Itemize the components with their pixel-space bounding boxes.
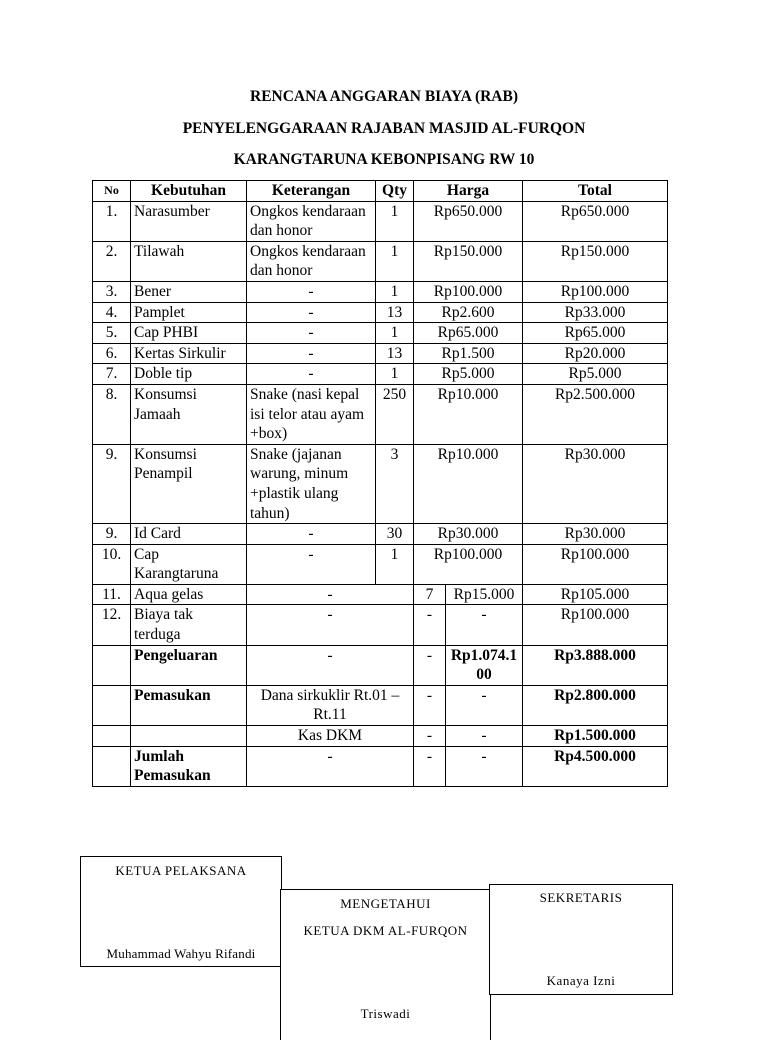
row-qty: - bbox=[414, 726, 446, 747]
row-qty: - bbox=[414, 605, 446, 645]
table-row bbox=[93, 384, 668, 444]
row-harga: Rp650.000 bbox=[414, 201, 523, 241]
row-total: Rp3.888.000 bbox=[523, 645, 668, 685]
signature-name: Muhammad Wahyu Rifandi bbox=[106, 946, 256, 961]
row-keterangan: - bbox=[247, 746, 414, 786]
row-total: Rp100.000 bbox=[523, 544, 668, 584]
row-keterangan: - bbox=[247, 584, 414, 605]
table-row-kas bbox=[93, 726, 668, 747]
row-harga: - bbox=[446, 685, 523, 725]
table-row-jumlah bbox=[93, 746, 668, 786]
header-no: No bbox=[93, 181, 131, 202]
row-harga: - bbox=[446, 605, 523, 645]
row-qty: 1 bbox=[376, 364, 414, 385]
row-total: Rp2.800.000 bbox=[523, 685, 668, 725]
table-row-pemasukan bbox=[93, 685, 668, 725]
header-harga: Harga bbox=[414, 181, 523, 202]
row-keterangan: Snake (jajanan warung, minum +plastik ulang tahun) bbox=[247, 444, 376, 523]
row-keterangan: - bbox=[247, 343, 376, 364]
row-harga: Rp15.000 bbox=[446, 584, 523, 605]
row-qty: 13 bbox=[376, 343, 414, 364]
row-kebutuhan: Pemasukan bbox=[131, 685, 247, 725]
signature-role: KETUA PELAKSANA bbox=[115, 863, 247, 878]
row-no bbox=[93, 726, 131, 747]
row-no: 6. bbox=[93, 343, 131, 364]
row-total: Rp2.500.000 bbox=[523, 384, 668, 444]
signature-box-sekretaris bbox=[489, 884, 673, 995]
row-qty: 1 bbox=[376, 544, 414, 584]
row-no: 4. bbox=[93, 302, 131, 323]
row-qty: 3 bbox=[376, 444, 414, 523]
row-no: 1. bbox=[93, 201, 131, 241]
row-harga: Rp100.000 bbox=[414, 281, 523, 302]
table-row bbox=[93, 444, 668, 523]
signature-box-mengetahui bbox=[280, 889, 491, 1040]
row-kebutuhan: Biaya tak terduga bbox=[131, 605, 247, 645]
row-kebutuhan: Pengeluaran bbox=[131, 645, 247, 685]
header-qty: Qty bbox=[376, 181, 414, 202]
table-row bbox=[93, 584, 668, 605]
row-harga: - bbox=[446, 726, 523, 747]
row-keterangan: - bbox=[247, 281, 376, 302]
row-total: Rp150.000 bbox=[523, 241, 668, 281]
table-row bbox=[93, 544, 668, 584]
row-kebutuhan bbox=[131, 726, 247, 747]
row-harga: Rp10.000 bbox=[414, 384, 523, 444]
row-kebutuhan: Id Card bbox=[131, 524, 247, 545]
budget-table bbox=[92, 180, 668, 787]
row-kebutuhan: Narasumber bbox=[131, 201, 247, 241]
row-kebutuhan: Konsumsi Jamaah bbox=[131, 384, 247, 444]
signature-role: SEKRETARIS bbox=[539, 890, 623, 905]
row-keterangan: Snake (nasi kepal isi telor atau ayam +box) bbox=[247, 384, 376, 444]
row-qty: 7 bbox=[414, 584, 446, 605]
row-total: Rp30.000 bbox=[523, 524, 668, 545]
row-no: 5. bbox=[93, 323, 131, 344]
signature-name: Kanaya Izni bbox=[546, 973, 616, 988]
doc-title: RENCANA ANGGARAN BIAYA (RAB) bbox=[250, 88, 518, 105]
table-row bbox=[93, 302, 668, 323]
row-kebutuhan: Aqua gelas bbox=[131, 584, 247, 605]
row-kebutuhan: Jumlah Pemasukan bbox=[131, 746, 247, 786]
row-qty: 1 bbox=[376, 323, 414, 344]
row-qty: - bbox=[414, 746, 446, 786]
row-no: 7. bbox=[93, 364, 131, 385]
header-total: Total bbox=[523, 181, 668, 202]
row-keterangan: - bbox=[247, 302, 376, 323]
table-row-pengeluaran bbox=[93, 645, 668, 685]
row-kebutuhan: Kertas Sirkulir bbox=[131, 343, 247, 364]
row-qty: 1 bbox=[376, 201, 414, 241]
row-keterangan: - bbox=[247, 605, 414, 645]
header-keterangan: Keterangan bbox=[247, 181, 376, 202]
row-harga: Rp10.000 bbox=[414, 444, 523, 523]
row-total: Rp650.000 bbox=[523, 201, 668, 241]
table-row bbox=[93, 241, 668, 281]
doc-organizer: KARANGTARUNA KEBONPISANG RW 10 bbox=[233, 151, 535, 168]
header-kebutuhan: Kebutuhan bbox=[131, 181, 247, 202]
row-harga: Rp1.500 bbox=[414, 343, 523, 364]
row-keterangan: - bbox=[247, 524, 376, 545]
row-keterangan: Kas DKM bbox=[247, 726, 414, 747]
row-harga: Rp5.000 bbox=[414, 364, 523, 385]
row-kebutuhan: Cap Karangtaruna bbox=[131, 544, 247, 584]
row-kebutuhan: Cap PHBI bbox=[131, 323, 247, 344]
row-qty: 250 bbox=[376, 384, 414, 444]
table-row bbox=[93, 524, 668, 545]
row-no: 9. bbox=[93, 524, 131, 545]
row-no: 12. bbox=[93, 605, 131, 645]
row-keterangan: Ongkos kendaraan dan honor bbox=[247, 201, 376, 241]
row-kebutuhan: Pamplet bbox=[131, 302, 247, 323]
row-keterangan: Ongkos kendaraan dan honor bbox=[247, 241, 376, 281]
table-row bbox=[93, 323, 668, 344]
row-total: Rp1.500.000 bbox=[523, 726, 668, 747]
row-total: Rp33.000 bbox=[523, 302, 668, 323]
doc-subtitle: PENYELENGGARAAN RAJABAN MASJID AL-FURQON bbox=[182, 120, 586, 137]
row-harga: Rp2.600 bbox=[414, 302, 523, 323]
row-total: Rp30.000 bbox=[523, 444, 668, 523]
row-no bbox=[93, 746, 131, 786]
row-keterangan: - bbox=[247, 544, 376, 584]
row-harga: Rp65.000 bbox=[414, 323, 523, 344]
row-qty: 13 bbox=[376, 302, 414, 323]
table-row bbox=[93, 364, 668, 385]
table-row bbox=[93, 605, 668, 645]
signature-label: MENGETAHUI bbox=[340, 896, 431, 911]
row-no: 11. bbox=[93, 584, 131, 605]
row-qty: 1 bbox=[376, 241, 414, 281]
row-keterangan: - bbox=[247, 323, 376, 344]
row-kebutuhan: Tilawah bbox=[131, 241, 247, 281]
row-kebutuhan: Bener bbox=[131, 281, 247, 302]
row-no bbox=[93, 645, 131, 685]
row-harga: Rp150.000 bbox=[414, 241, 523, 281]
row-total: Rp20.000 bbox=[523, 343, 668, 364]
row-keterangan: - bbox=[247, 364, 376, 385]
row-total: Rp105.000 bbox=[523, 584, 668, 605]
row-keterangan: - bbox=[247, 645, 414, 685]
row-no: 9. bbox=[93, 444, 131, 523]
row-qty: - bbox=[414, 685, 446, 725]
row-qty: - bbox=[414, 645, 446, 685]
row-harga: Rp30.000 bbox=[414, 524, 523, 545]
table-row bbox=[93, 281, 668, 302]
row-qty: 30 bbox=[376, 524, 414, 545]
table-row bbox=[93, 201, 668, 241]
row-qty: 1 bbox=[376, 281, 414, 302]
signature-box-ketua-pelaksana bbox=[80, 856, 282, 967]
row-no: 10. bbox=[93, 544, 131, 584]
row-total: Rp100.000 bbox=[523, 281, 668, 302]
row-no bbox=[93, 685, 131, 725]
row-kebutuhan: Konsumsi Penampil bbox=[131, 444, 247, 523]
row-no: 8. bbox=[93, 384, 131, 444]
table-header bbox=[93, 181, 668, 202]
table-row bbox=[93, 343, 668, 364]
row-kebutuhan: Doble tip bbox=[131, 364, 247, 385]
row-harga: - bbox=[446, 746, 523, 786]
row-total: Rp5.000 bbox=[523, 364, 668, 385]
row-keterangan: Dana sirkuklir Rt.01 – Rt.11 bbox=[247, 685, 414, 725]
row-harga: Rp1.074.100 bbox=[446, 645, 523, 685]
row-no: 3. bbox=[93, 281, 131, 302]
row-total: Rp4.500.000 bbox=[523, 746, 668, 786]
signature-role: KETUA DKM AL-FURQON bbox=[303, 923, 468, 938]
row-no: 2. bbox=[93, 241, 131, 281]
row-harga: Rp100.000 bbox=[414, 544, 523, 584]
row-total: Rp65.000 bbox=[523, 323, 668, 344]
signature-name: Triswadi bbox=[360, 1006, 411, 1021]
row-total: Rp100.000 bbox=[523, 605, 668, 645]
